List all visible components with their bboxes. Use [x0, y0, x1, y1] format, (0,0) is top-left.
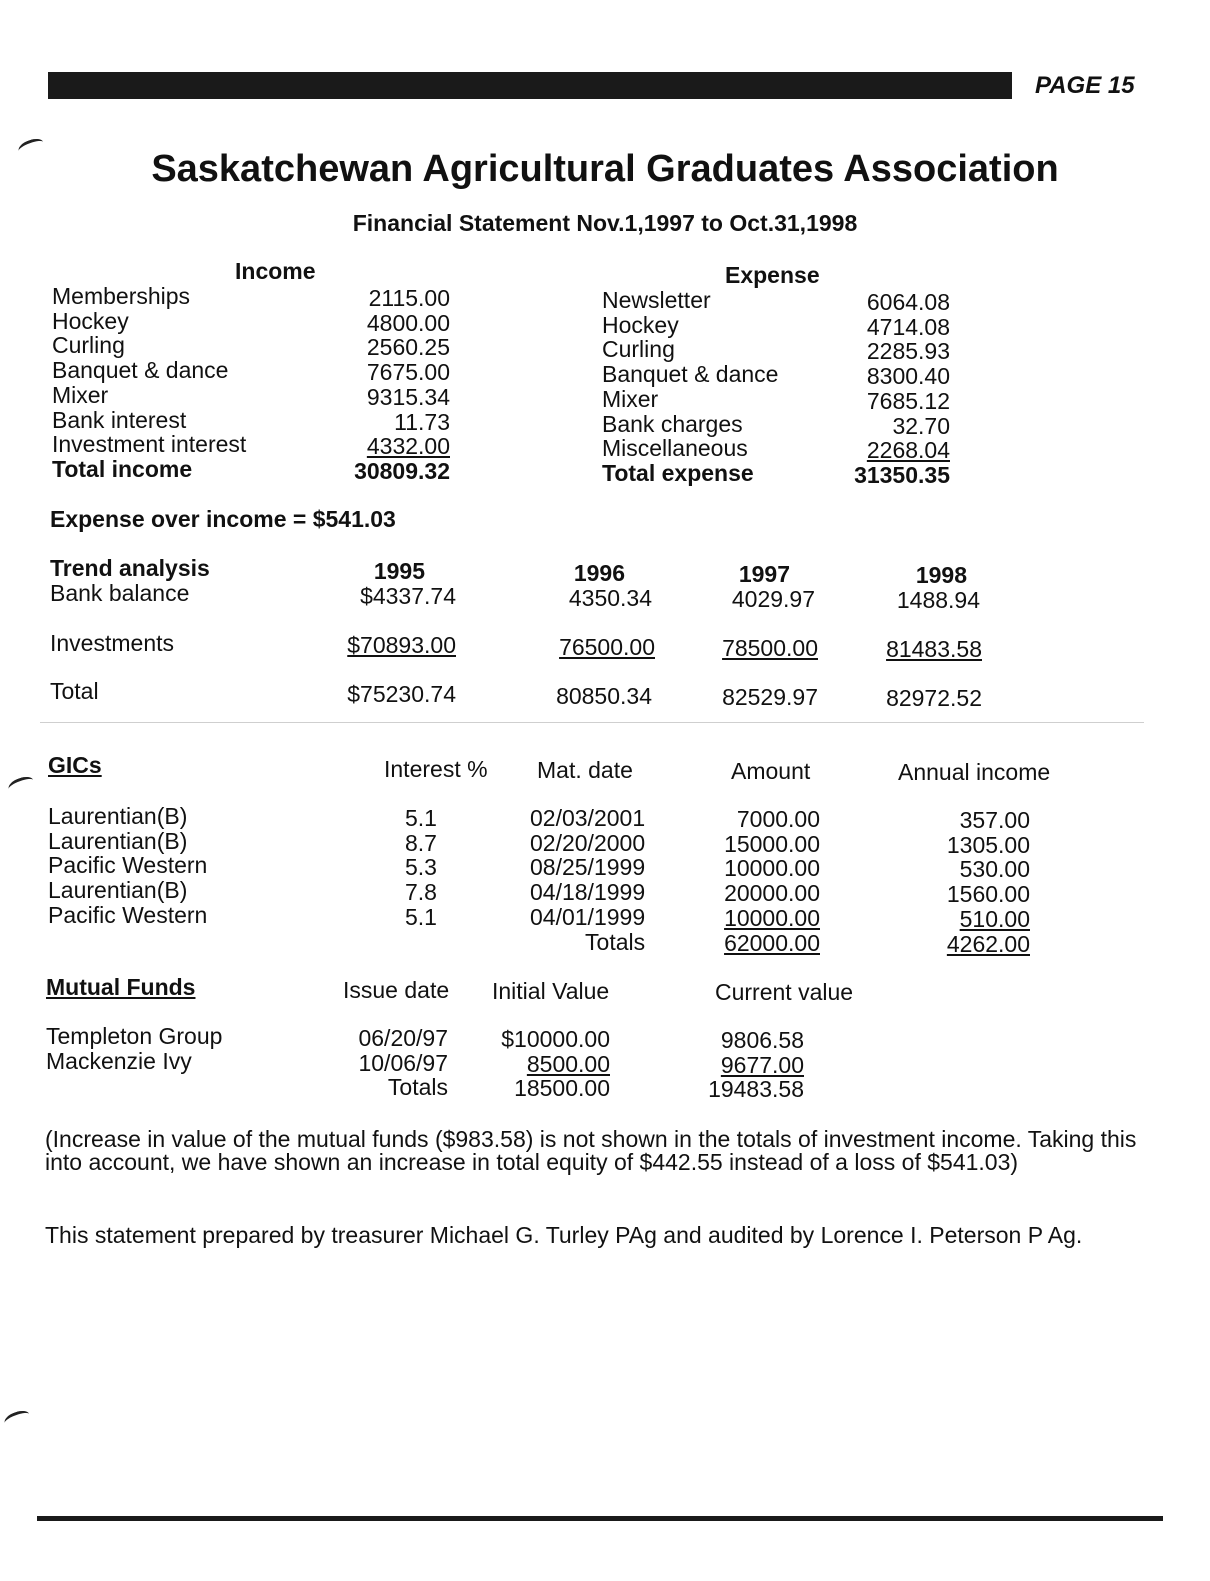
gic-name: Laurentian(B)	[48, 827, 188, 854]
income-heading: Income	[235, 258, 316, 284]
mf-col-header: Issue date	[343, 977, 450, 1003]
income-row-amount: 7675.00	[366, 359, 450, 386]
expense-row-label: Bank charges	[602, 410, 743, 437]
expense-row-amount: 32.70	[892, 412, 950, 439]
expense-row-label: Banquet & dance	[602, 361, 779, 388]
mf-current: 9806.58	[720, 1027, 804, 1053]
gic-rate: 8.7	[405, 829, 437, 856]
gic-amount: 20000.00	[724, 880, 820, 907]
expense-row-label: Curling	[602, 336, 675, 363]
scan-mark	[7, 774, 36, 795]
mf-date: 06/20/97	[358, 1025, 448, 1051]
page-number: PAGE 15	[1035, 72, 1135, 99]
gic-name: Laurentian(B)	[48, 803, 188, 829]
expense-row-amount: 6064.08	[866, 289, 950, 315]
gic-date: 02/20/2000	[530, 829, 646, 856]
mutual-funds-note: (Increase in value of the mutual funds ($983.58) is not shown in the totals of investment income. Taking this into account, we have shown an increase in total equity of $442.55 instead of a loss of $541.03)	[45, 1126, 1137, 1175]
trend-value: 1488.94	[896, 587, 980, 613]
trend-value: 4350.34	[568, 585, 652, 611]
trend-year: 1995	[373, 558, 425, 584]
gic-date: 04/18/1999	[530, 879, 646, 906]
gics-amounts	[690, 807, 820, 955]
trend-value: 76500.00	[559, 634, 655, 660]
trend-row-label: Bank balance	[50, 580, 190, 606]
mf-total-initial: 18500.00	[514, 1075, 610, 1102]
income-row-amount: 4800.00	[366, 309, 450, 336]
mf-col-header: Current value	[715, 979, 854, 1005]
gic-amount: 15000.00	[724, 830, 820, 857]
income-row-label: Curling	[52, 332, 125, 359]
expense-row-amount: 7685.12	[866, 387, 950, 414]
trend-value: 4029.97	[731, 586, 815, 612]
trend-year: 1998	[915, 562, 967, 588]
income-row-label: Bank interest	[52, 406, 187, 433]
income-row-amount: 9315.34	[366, 383, 450, 410]
mf-total-current: 19483.58	[708, 1076, 804, 1103]
income-total-label: Total income	[52, 455, 193, 482]
gic-rate: 5.1	[405, 903, 437, 930]
expense-row-amount: 4714.08	[866, 313, 950, 340]
trend-value: $70893.00	[347, 632, 456, 658]
gics-total-amount: 62000.00	[724, 929, 820, 956]
income-row-amount: 2115.00	[368, 285, 450, 311]
document-title: Saskatchewan Agricultural Graduates Association	[151, 148, 1059, 190]
income-row-amount: 2560.25	[366, 334, 450, 361]
gic-date: 08/25/1999	[530, 854, 646, 881]
income-labels	[52, 284, 246, 482]
income-row-amount: 4332.00	[366, 433, 450, 460]
mf-dates	[330, 1026, 448, 1100]
income-row-label: Memberships	[52, 283, 191, 309]
mf-totals-label: Totals	[387, 1074, 448, 1101]
income-row-label: Banquet & dance	[52, 357, 229, 384]
trend-heading: Trend analysis	[50, 555, 210, 581]
mf-initial: 8500.00	[526, 1050, 610, 1077]
income-row-amount: 11.73	[394, 408, 450, 435]
mf-currents	[680, 1028, 804, 1102]
income-row-label: Investment interest	[52, 431, 247, 458]
expense-over-income: Expense over income = $541.03	[50, 506, 396, 532]
header-bar	[48, 72, 1012, 99]
gics-incomes	[900, 808, 1030, 956]
gics-col-header: Interest %	[384, 756, 488, 782]
mf-date: 10/06/97	[358, 1049, 448, 1076]
trend-value: 81483.58	[886, 636, 982, 662]
income-row-label: Mixer	[52, 381, 109, 408]
gic-date: 02/03/2001	[530, 805, 646, 831]
document-subtitle: Financial Statement Nov.1,1997 to Oct.31,1998	[352, 210, 858, 236]
gic-rate: 7.8	[405, 879, 437, 906]
trend-year: 1997	[738, 561, 790, 587]
income-total-amount: 30809.32	[354, 457, 450, 484]
expense-row-amount: 8300.40	[866, 363, 950, 390]
gics-dates	[530, 806, 645, 954]
prepared-by-note: This statement prepared by treasurer Michael G. Turley PAg and audited by Lorence I. Peterson P Ag.	[45, 1222, 1083, 1248]
gic-name: Laurentian(B)	[48, 877, 188, 904]
mf-names	[46, 1024, 222, 1073]
gics-heading: GICs	[48, 752, 102, 778]
gics-col-header: Mat. date	[537, 757, 633, 783]
trend-value: 82972.52	[886, 685, 982, 711]
gic-name: Pacific Western	[48, 901, 208, 928]
gics-names	[48, 804, 207, 928]
gic-date: 04/01/1999	[530, 903, 646, 930]
gic-income: 530.00	[959, 856, 1030, 883]
mf-col-header: Initial Value	[492, 978, 610, 1004]
expense-row-label: Newsletter	[602, 287, 711, 313]
mf-initials	[480, 1027, 610, 1101]
gic-name: Pacific Western	[48, 852, 208, 879]
gic-income: 510.00	[959, 905, 1030, 932]
gic-amount: 7000.00	[736, 806, 820, 832]
expense-labels	[602, 288, 778, 486]
trend-row-label: Investments	[50, 630, 174, 656]
mf-name: Templeton Group	[46, 1023, 223, 1049]
gic-income: 1305.00	[946, 831, 1030, 858]
trend-value: 78500.00	[722, 635, 818, 661]
mf-current: 9677.00	[720, 1051, 804, 1078]
expense-row-label: Mixer	[602, 385, 659, 412]
gic-amount: 10000.00	[724, 904, 820, 931]
gics-rates	[405, 806, 437, 930]
section-divider	[40, 722, 1144, 723]
gics-col-header: Amount	[731, 758, 811, 784]
mf-initial: $10000.00	[501, 1026, 610, 1052]
gic-rate: 5.3	[405, 854, 437, 881]
trend-value: 80850.34	[556, 683, 652, 709]
expense-total-label: Total expense	[602, 459, 754, 486]
gics-col-header: Annual income	[898, 759, 1051, 785]
expense-heading: Expense	[725, 262, 820, 288]
expense-row-amount: 2285.93	[866, 338, 950, 365]
gic-amount: 10000.00	[724, 855, 820, 882]
trend-value: 82529.97	[722, 684, 818, 710]
trend-year: 1996	[573, 560, 625, 586]
scan-mark	[3, 1408, 32, 1429]
gics-total-income: 4262.00	[946, 930, 1030, 957]
expense-row-label: Hockey	[602, 311, 679, 338]
gic-income: 357.00	[959, 807, 1030, 833]
trend-value: $75230.74	[347, 681, 456, 707]
income-amounts	[320, 286, 450, 484]
gic-rate: 5.1	[405, 805, 437, 831]
trend-row-label: Total	[50, 678, 99, 704]
mf-name: Mackenzie Ivy	[46, 1047, 192, 1074]
gic-income: 1560.00	[946, 881, 1030, 908]
mutual-funds-heading: Mutual Funds	[46, 974, 196, 1000]
expense-row-label: Miscellaneous	[602, 435, 748, 462]
income-row-label: Hockey	[52, 307, 129, 334]
trend-value: $4337.74	[360, 583, 456, 609]
expense-row-amount: 2268.04	[866, 437, 950, 464]
gics-totals-label: Totals	[585, 928, 646, 955]
expense-amounts	[820, 290, 950, 488]
footer-rule	[37, 1516, 1163, 1521]
expense-total-amount: 31350.35	[854, 461, 950, 488]
